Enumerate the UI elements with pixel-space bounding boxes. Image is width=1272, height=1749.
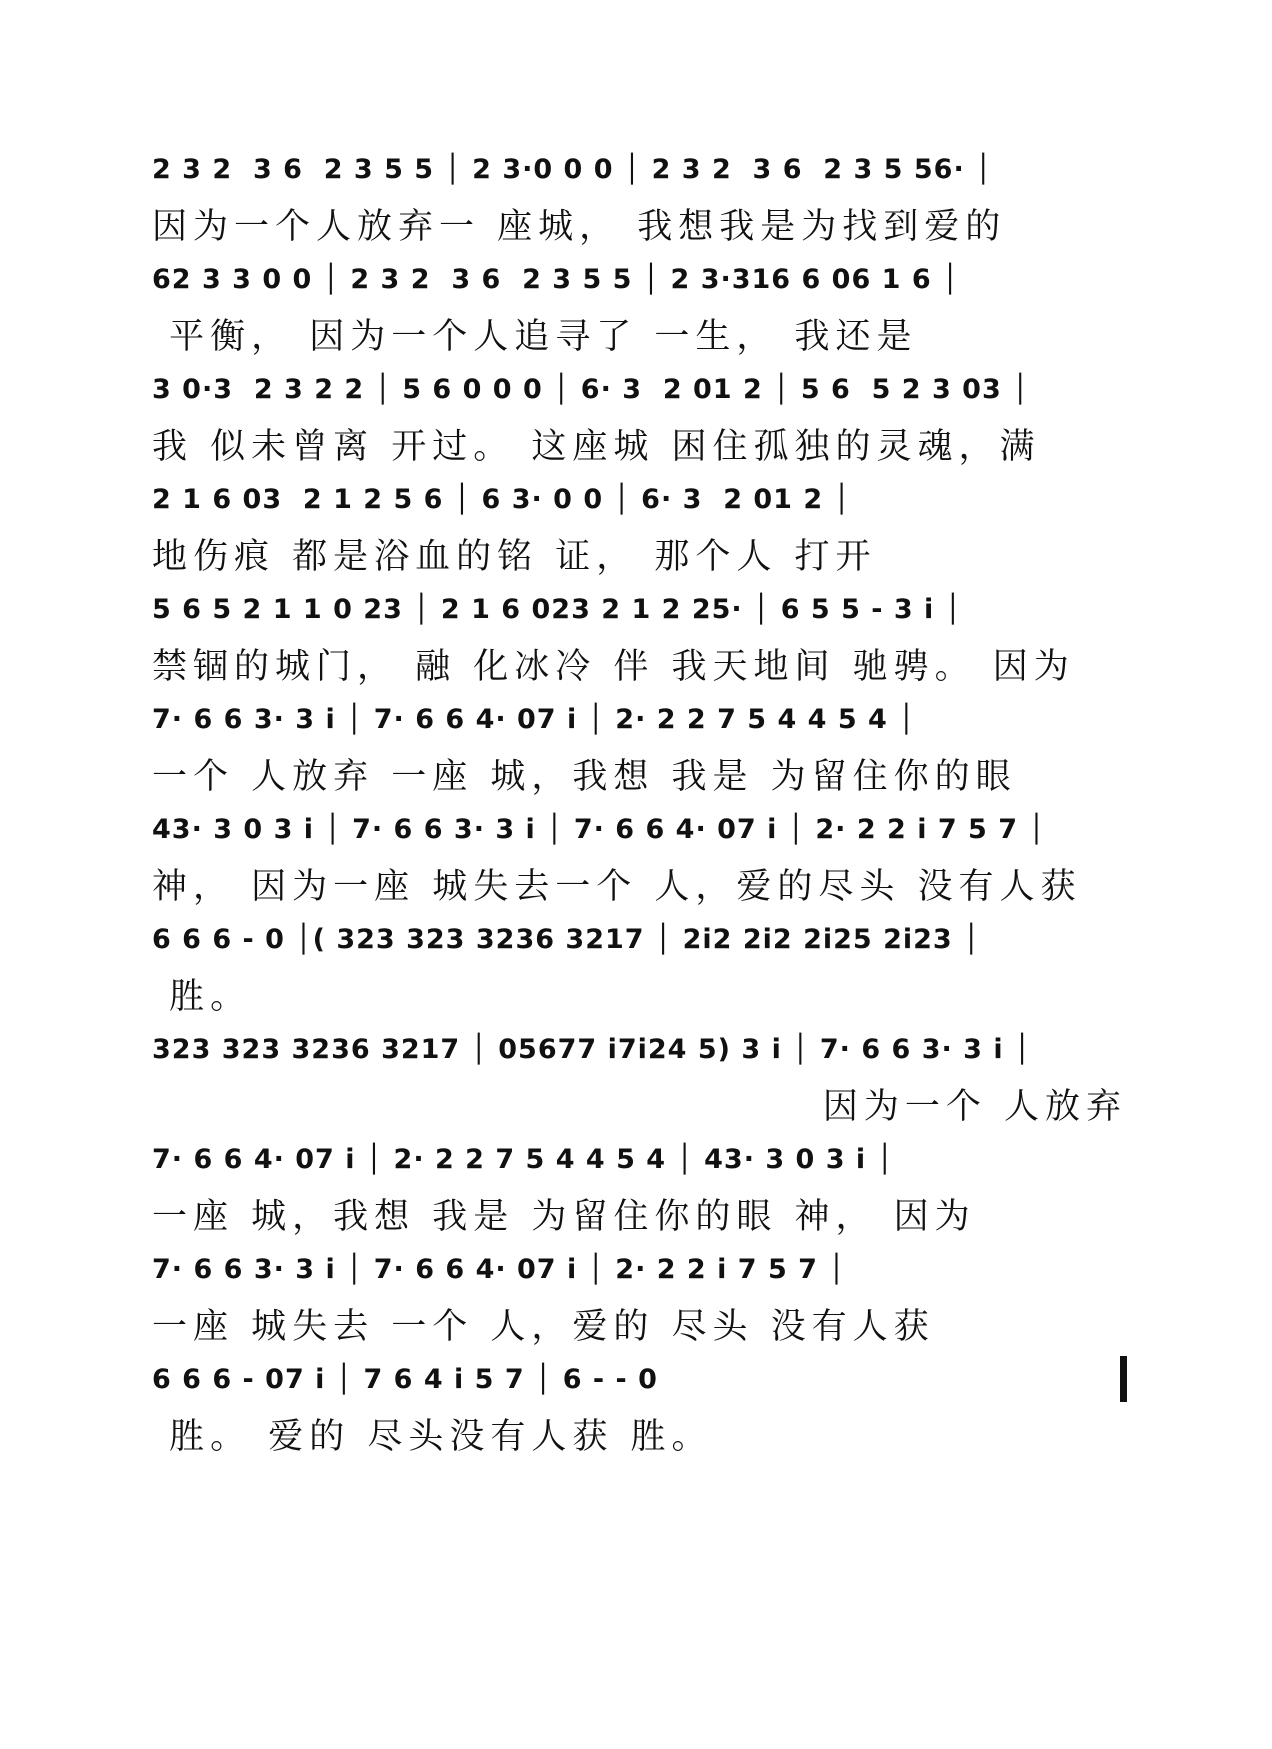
- score-system-9: [152, 1020, 1127, 1135]
- score-system-5: [152, 580, 1127, 695]
- lyric-line: 我 似未曾离 开过。 这座城 困住孤独的灵魂，满: [152, 427, 1041, 467]
- score-system-7: [152, 800, 1127, 915]
- lyric-line: 地伤痕 都是浴血的铭 证， 那个人 打开: [152, 537, 877, 577]
- notation-line: 6 6 6 - 07 i │ 7 6 4 i 5 7 │ 6 - - 0: [152, 1364, 658, 1395]
- notation-line: 43· 3 0 3 i │ 7· 6 6 3· 3 i │ 7· 6 6 4· 07 i │ 2· 2 2 i 7 5 7 │: [152, 814, 1046, 845]
- lyric-line: 一座 城，我想 我是 为留住你的眼 神， 因为: [152, 1197, 976, 1237]
- score-system-2: [152, 250, 1127, 365]
- score-system-8: [152, 910, 1127, 1025]
- notation-line: 3 0·3 2 3 2 2 │ 5 6 0 0 0 │ 6· 3 2 01 2 │ 5 6 5 2 3 03 │: [152, 374, 1030, 405]
- notation-line: 5 6 5 2 1 1 0 23 │ 2 1 6 023 2 1 2 25· │ 6 5 5 - 3 i │: [152, 594, 962, 625]
- lyric-line: 因为一个 人放弃: [822, 1087, 1127, 1127]
- score-system-3: [152, 360, 1127, 475]
- lyric-line: 神， 因为一座 城失去一个 人，爱的尽头 没有人获: [152, 867, 1082, 907]
- score-system-11: [152, 1240, 1127, 1355]
- notation-line: 62 3 3 0 0 │ 2 3 2 3 6 2 3 5 5 │ 2 3·316 6 06 1 6 │: [152, 264, 960, 295]
- lyric-line: 因为一个人放弃一 座城， 我想我是为找到爱的: [152, 207, 1007, 247]
- lyric-line: 平衡， 因为一个人追寻了 一生， 我还是: [152, 317, 918, 357]
- score-system-12: [152, 1350, 1127, 1465]
- notation-line: 6 6 6 - 0 │( 323 323 3236 3217 │ 2i2 2i2 2i25 2i23 │: [152, 924, 981, 955]
- notation-line: 2 3 2 3 6 2 3 5 5 │ 2 3·0 0 0 │ 2 3 2 3 6 2 3 5 56· │: [152, 154, 993, 185]
- notation-line: 7· 6 6 3· 3 i │ 7· 6 6 4· 07 i │ 2· 2 2 7 5 4 4 5 4 │: [152, 704, 916, 735]
- lyric-line: 胜。: [152, 977, 252, 1017]
- notation-line: 7· 6 6 3· 3 i │ 7· 6 6 4· 07 i │ 2· 2 2 i 7 5 7 │: [152, 1254, 846, 1285]
- lyric-line: 胜。 爱的 尽头没有人获 胜。: [152, 1417, 713, 1457]
- notation-line: 323 323 3236 3217 │ 05677 i7i24 5) 3 i │ 7· 6 6 3· 3 i │: [152, 1034, 1032, 1065]
- score-system-4: [152, 470, 1127, 585]
- score-system-1: [152, 140, 1127, 255]
- lyric-line: 一座 城失去 一个 人，爱的 尽头 没有人获: [152, 1307, 935, 1347]
- score-system-10: [152, 1130, 1127, 1245]
- notation-line: 2 1 6 03 2 1 2 5 6 │ 6 3· 0 0 │ 6· 3 2 01 2 │: [152, 484, 851, 515]
- score-system-6: [152, 690, 1127, 805]
- lyric-line: 一个 人放弃 一座 城，我想 我是 为留住你的眼: [152, 757, 1017, 797]
- notation-line: 7· 6 6 4· 07 i │ 2· 2 2 7 5 4 4 5 4 │ 43· 3 0 3 i │: [152, 1144, 894, 1175]
- final-barline: [1120, 1356, 1127, 1402]
- lyric-line: 禁锢的城门， 融 化冰冷 伴 我天地间 驰骋。 因为: [152, 647, 1075, 687]
